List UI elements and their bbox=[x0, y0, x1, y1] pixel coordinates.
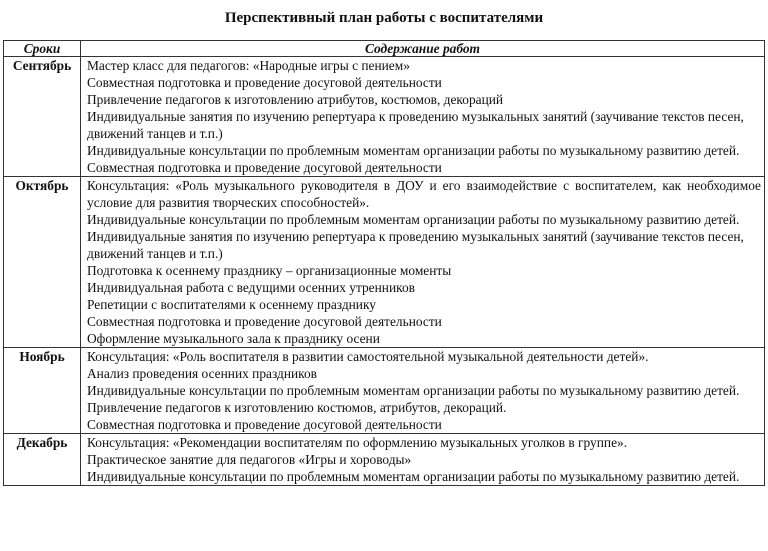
content-item: Репетиции с воспитателями к осеннему празднику bbox=[87, 297, 376, 312]
content-cell bbox=[81, 434, 765, 486]
content-item: Индивидуальные консультации по проблемным моментам организации работы по музыкальному развитию детей. bbox=[87, 212, 740, 227]
content-item: Индивидуальные консультации по проблемным моментам организации работы по музыкальному развитию детей. bbox=[87, 143, 740, 158]
content-item: Индивидуальная работа с ведущими осенних утренников bbox=[87, 280, 415, 295]
table-row-september bbox=[4, 57, 765, 177]
header-content: Содержание работ bbox=[81, 41, 765, 57]
content-item: Мастер класс для педагогов: «Народные игры с пением» bbox=[87, 58, 410, 73]
content-item: Анализ проведения осенних праздников bbox=[87, 366, 318, 381]
content-cell bbox=[81, 348, 765, 434]
table-row-october bbox=[4, 177, 765, 348]
period-cell: Сентябрь bbox=[4, 57, 81, 177]
content-item: Консультация: «Роль воспитателя в развитии самостоятельной музыкальной деятельности детей». bbox=[87, 349, 649, 364]
content-item: Совместная подготовка и проведение досуговой деятельности bbox=[87, 75, 442, 90]
content-item: Практическое занятие для педагогов «Игры и хороводы» bbox=[87, 452, 412, 467]
content-item: Индивидуальные занятия по изучению репертуара к проведению музыкальных занятий (заучивание текстов песен, движений танцев и т.п.) bbox=[87, 109, 744, 141]
content-item: Индивидуальные консультации по проблемным моментам организации работы по музыкальному развитию детей. bbox=[87, 383, 740, 398]
table-header-row bbox=[4, 41, 765, 57]
content-item: Консультация: «Роль музыкального руководителя в ДОУ и его взаимодействие с воспитателем, как необходимое условие для развития творческих способностей». bbox=[87, 178, 761, 210]
table-row-november bbox=[4, 348, 765, 434]
table-row-december bbox=[4, 434, 765, 486]
content-item: Индивидуальные занятия по изучению репертуара к проведению музыкальных занятий (заучивание текстов песен, движений танцев и т.п.) bbox=[87, 229, 744, 261]
content-item: Совместная подготовка и проведение досуговой деятельности bbox=[87, 314, 442, 329]
period-cell: Октябрь bbox=[4, 177, 81, 348]
content-item: Привлечение педагогов к изготовлению атрибутов, костюмов, декораций bbox=[87, 92, 504, 107]
content-item: Совместная подготовка и проведение досуговой деятельности bbox=[87, 160, 442, 175]
page-title: Перспективный план работы с воспитателями bbox=[224, 10, 544, 26]
plan-table bbox=[3, 40, 765, 486]
content-item: Оформление музыкального зала к празднику осени bbox=[87, 331, 380, 346]
period-cell: Декабрь bbox=[4, 434, 81, 486]
content-cell bbox=[81, 57, 765, 177]
header-period: Сроки bbox=[4, 41, 81, 57]
content-item: Привлечение педагогов к изготовлению костюмов, атрибутов, декораций. bbox=[87, 400, 507, 415]
content-item: Индивидуальные консультации по проблемным моментам организации работы по музыкальному развитию детей. bbox=[87, 469, 740, 484]
content-item: Подготовка к осеннему празднику – организационные моменты bbox=[87, 263, 452, 278]
period-cell: Ноябрь bbox=[4, 348, 81, 434]
content-item: Консультация: «Рекомендации воспитателям по оформлению музыкальных уголков в группе». bbox=[87, 435, 628, 450]
content-cell bbox=[81, 177, 765, 348]
content-item: Совместная подготовка и проведение досуговой деятельности bbox=[87, 417, 442, 432]
